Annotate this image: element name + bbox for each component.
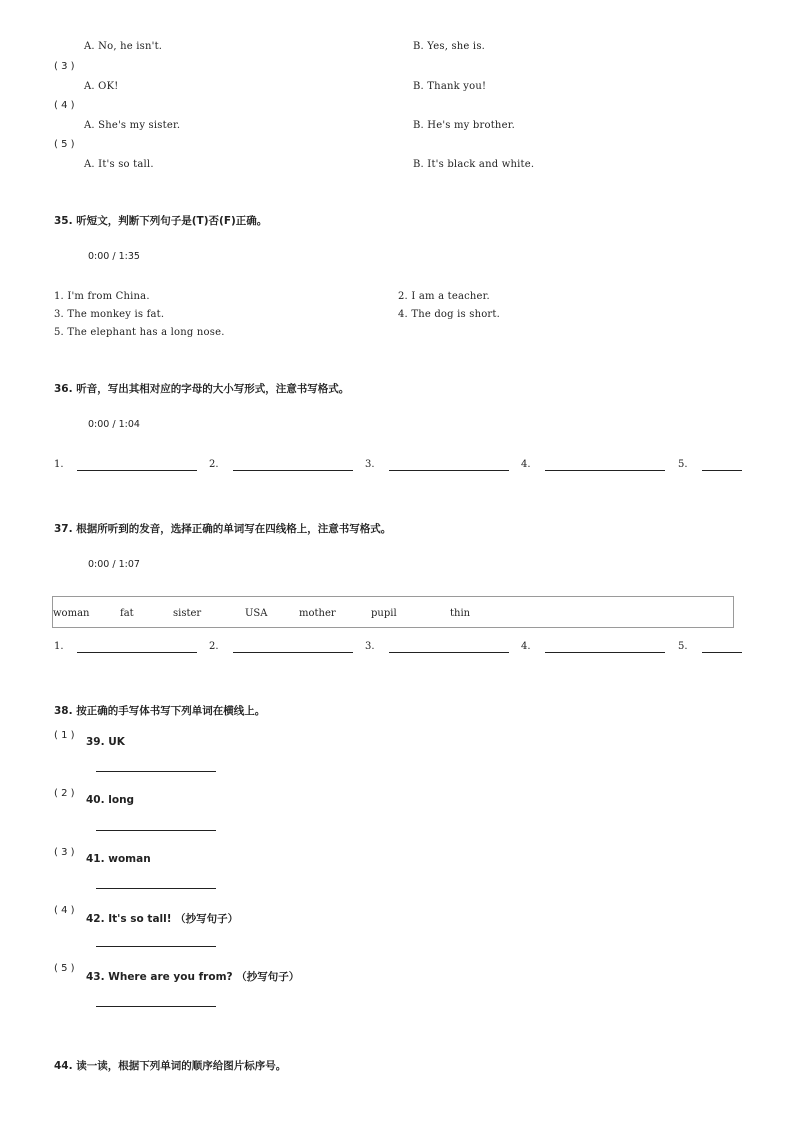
q34-option-a: A. It's so tall. <box>84 159 154 170</box>
q37-label-1: 1. <box>54 641 64 652</box>
q34-option-b: B. It's black and white. <box>413 159 535 170</box>
q35-item-1: 1. I'm from China. <box>54 291 150 302</box>
q37-blank-2[interactable] <box>233 652 353 653</box>
q35-item-3: 3. The monkey is fat. <box>54 309 165 320</box>
q44-title: 44. 读一读，根据下列单词的顺序给图片标序号。 <box>54 1060 287 1072</box>
q36-blank-2[interactable] <box>233 470 353 471</box>
word-bank-item: pupil <box>371 608 397 619</box>
q36-label-5: 5. <box>678 459 688 470</box>
q34-option-a: A. She's my sister. <box>84 120 181 131</box>
q36-label-3: 3. <box>365 459 375 470</box>
q37-blank-5[interactable] <box>702 652 742 653</box>
q37-word-bank <box>52 596 734 628</box>
q37-blank-1[interactable] <box>77 652 197 653</box>
q38-sub-label-2: ( 2 ) <box>54 788 75 799</box>
q38-title: 38. 按正确的手写体书写下列单词在横线上。 <box>54 705 266 717</box>
q34-option-a: A. OK! <box>84 81 119 92</box>
q34-option-b: B. Thank you! <box>413 81 487 92</box>
q38-sub-text-4: 42. It's so tall! （抄写句子） <box>86 913 239 925</box>
q37-audio-player[interactable]: 0:00 / 1:07 <box>88 559 140 570</box>
q34-sub-label: ( 3 ) <box>54 61 75 72</box>
word-bank-item: thin <box>450 608 471 619</box>
q36-blank-1[interactable] <box>77 470 197 471</box>
q35-audio-player[interactable]: 0:00 / 1:35 <box>88 251 140 262</box>
q35-title: 35. 听短文，判断下列句子是(T)否(F)正确。 <box>54 215 268 227</box>
q36-blank-3[interactable] <box>389 470 509 471</box>
q35-item-2: 2. I am a teacher. <box>398 291 490 302</box>
q37-label-4: 4. <box>521 641 531 652</box>
q38-blank-1[interactable] <box>96 771 216 772</box>
q36-blank-5[interactable] <box>702 470 742 471</box>
q36-blank-4[interactable] <box>545 470 665 471</box>
q38-sub-label-1: ( 1 ) <box>54 730 75 741</box>
q38-blank-4[interactable] <box>96 946 216 947</box>
q37-label-5: 5. <box>678 641 688 652</box>
q37-blank-4[interactable] <box>545 652 665 653</box>
q38-sub-text-3: 41. woman <box>86 853 151 865</box>
q38-sub-text-2: 40. long <box>86 794 135 806</box>
q38-sub-label-3: ( 3 ) <box>54 847 75 858</box>
word-bank-item: fat <box>120 608 134 619</box>
q36-audio-player[interactable]: 0:00 / 1:04 <box>88 419 140 430</box>
q38-sub-text-5: 43. Where are you from? （抄写句子） <box>86 971 300 983</box>
q37-blank-3[interactable] <box>389 652 509 653</box>
q36-title: 36. 听音，写出其相对应的字母的大小写形式，注意书写格式。 <box>54 383 350 395</box>
q34-sub-label: ( 5 ) <box>54 139 75 150</box>
word-bank-item: sister <box>173 608 202 619</box>
q37-label-3: 3. <box>365 641 375 652</box>
q38-blank-2[interactable] <box>96 830 216 831</box>
q35-item-5: 5. The elephant has a long nose. <box>54 327 225 338</box>
q36-label-1: 1. <box>54 459 64 470</box>
word-bank-item: USA <box>245 608 268 619</box>
word-bank-item: woman <box>53 608 90 619</box>
q34-option-a: A. No, he isn't. <box>84 41 163 52</box>
q34-sub-label: ( 4 ) <box>54 100 75 111</box>
q38-sub-text-1: 39. UK <box>86 736 125 748</box>
q38-blank-3[interactable] <box>96 888 216 889</box>
q38-sub-label-5: ( 5 ) <box>54 963 75 974</box>
q34-option-b: B. Yes, she is. <box>413 41 486 52</box>
q34-option-b: B. He's my brother. <box>413 120 515 131</box>
q37-label-2: 2. <box>209 641 219 652</box>
q38-sub-label-4: ( 4 ) <box>54 905 75 916</box>
q38-blank-5[interactable] <box>96 1006 216 1007</box>
word-bank-item: mother <box>299 608 336 619</box>
q36-label-4: 4. <box>521 459 531 470</box>
q36-label-2: 2. <box>209 459 219 470</box>
q35-item-4: 4. The dog is short. <box>398 309 501 320</box>
q37-title: 37. 根据所听到的发音，选择正确的单词写在四线格上，注意书写格式。 <box>54 523 392 535</box>
